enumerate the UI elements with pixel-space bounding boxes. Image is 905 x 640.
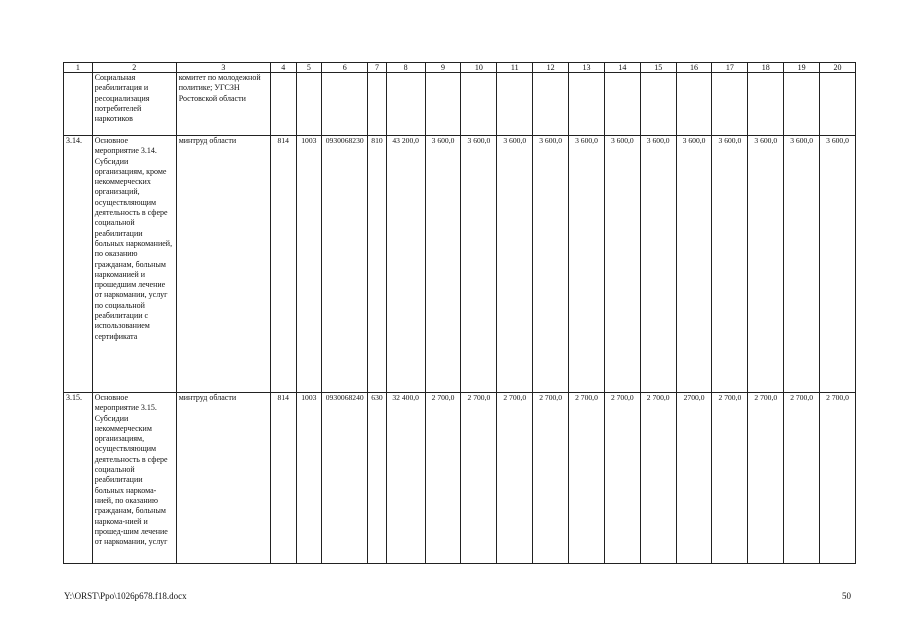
cell-value <box>368 73 386 136</box>
year-value: 3 600,0 <box>784 136 820 393</box>
header-cell: 13 <box>569 63 605 73</box>
year-value <box>461 73 497 136</box>
year-value: 2700,0 <box>676 393 712 564</box>
row-number: 3.14. <box>64 136 93 393</box>
row-number <box>64 73 93 136</box>
year-value: 2 700,0 <box>712 393 748 564</box>
cell-value: 630 <box>368 393 386 564</box>
year-value <box>712 73 748 136</box>
cell-value: 32 400,0 <box>386 393 425 564</box>
table-row <box>64 136 856 393</box>
year-value: 2 700,0 <box>497 393 533 564</box>
year-value: 3 600,0 <box>569 136 605 393</box>
cell-value: 1003 <box>296 136 322 393</box>
table-row <box>64 73 856 136</box>
year-value: 2 700,0 <box>820 393 856 564</box>
header-cell: 12 <box>533 63 569 73</box>
header-cell: 9 <box>425 63 461 73</box>
year-value: 2 700,0 <box>784 393 820 564</box>
year-value: 2 700,0 <box>533 393 569 564</box>
year-value <box>533 73 569 136</box>
cell-value: 810 <box>368 136 386 393</box>
year-value: 2 700,0 <box>569 393 605 564</box>
header-cell: 17 <box>712 63 748 73</box>
header-row <box>64 63 856 73</box>
year-value: 2 700,0 <box>461 393 497 564</box>
header-cell: 8 <box>386 63 425 73</box>
header-cell: 10 <box>461 63 497 73</box>
year-value: 2 700,0 <box>604 393 640 564</box>
year-value <box>569 73 605 136</box>
header-cell: 6 <box>322 63 368 73</box>
file-path-footer: Y:\ORST\Ppo\1026p678.f18.docx <box>64 591 187 601</box>
header-cell: 14 <box>604 63 640 73</box>
header-cell: 11 <box>497 63 533 73</box>
header-cell: 4 <box>270 63 296 73</box>
table-row <box>64 393 856 564</box>
year-value <box>820 73 856 136</box>
header-cell: 18 <box>748 63 784 73</box>
year-value: 2 700,0 <box>748 393 784 564</box>
header-cell: 1 <box>64 63 93 73</box>
measure-name: Основное мероприятие 3.15. Субсидии некоммерческим организациям, осуществляющим деятельность в сфере социальной реабилитации больных наркома-нией, по оказанию гражданам, больным наркома-нией и прошед-шим лечение от наркомании, услуг <box>92 393 176 564</box>
cell-value: 814 <box>270 136 296 393</box>
cell-value <box>386 73 425 136</box>
cell-value: 0930068230 <box>322 136 368 393</box>
year-value: 3 600,0 <box>676 136 712 393</box>
year-value <box>784 73 820 136</box>
year-value <box>748 73 784 136</box>
cell-value: 43 200,0 <box>386 136 425 393</box>
cell-value: 814 <box>270 393 296 564</box>
year-value: 3 600,0 <box>497 136 533 393</box>
year-value <box>497 73 533 136</box>
cell-value <box>296 73 322 136</box>
header-cell: 5 <box>296 63 322 73</box>
program-table <box>63 62 856 564</box>
header-cell: 20 <box>820 63 856 73</box>
header-cell: 7 <box>368 63 386 73</box>
year-value <box>604 73 640 136</box>
year-value: 3 600,0 <box>640 136 676 393</box>
year-value: 2 700,0 <box>640 393 676 564</box>
measure-name: Социальная реабилитация и ресоциализация потребителей наркотиков <box>92 73 176 136</box>
header-cell: 15 <box>640 63 676 73</box>
year-value <box>640 73 676 136</box>
executor: минтруд области <box>176 136 270 393</box>
year-value: 3 600,0 <box>533 136 569 393</box>
year-value: 3 600,0 <box>820 136 856 393</box>
cell-value <box>322 73 368 136</box>
year-value: 3 600,0 <box>425 136 461 393</box>
year-value <box>425 73 461 136</box>
year-value: 2 700,0 <box>425 393 461 564</box>
executor: минтруд области <box>176 393 270 564</box>
year-value: 3 600,0 <box>748 136 784 393</box>
measure-name: Основное мероприятие 3.14. Субсидии организациям, кроме некоммерческих организаций, осуществляющим деятельность в сфере социальной реабилитации больных наркоманией, по оказанию гражданам, больным наркоманией и прошедшим лечение от наркомании, услуг по социальной реабилитации с использованием сертификата <box>92 136 176 393</box>
cell-value <box>270 73 296 136</box>
header-cell: 3 <box>176 63 270 73</box>
cell-value: 1003 <box>296 393 322 564</box>
year-value: 3 600,0 <box>604 136 640 393</box>
header-cell: 19 <box>784 63 820 73</box>
year-value: 3 600,0 <box>461 136 497 393</box>
row-number: 3.15. <box>64 393 93 564</box>
year-value <box>676 73 712 136</box>
year-value: 3 600,0 <box>712 136 748 393</box>
cell-value: 0930068240 <box>322 393 368 564</box>
header-cell: 2 <box>92 63 176 73</box>
header-cell: 16 <box>676 63 712 73</box>
page-number: 50 <box>842 591 851 601</box>
executor: комитет по молодежной политике; УГСЗН Ростовской области <box>176 73 270 136</box>
